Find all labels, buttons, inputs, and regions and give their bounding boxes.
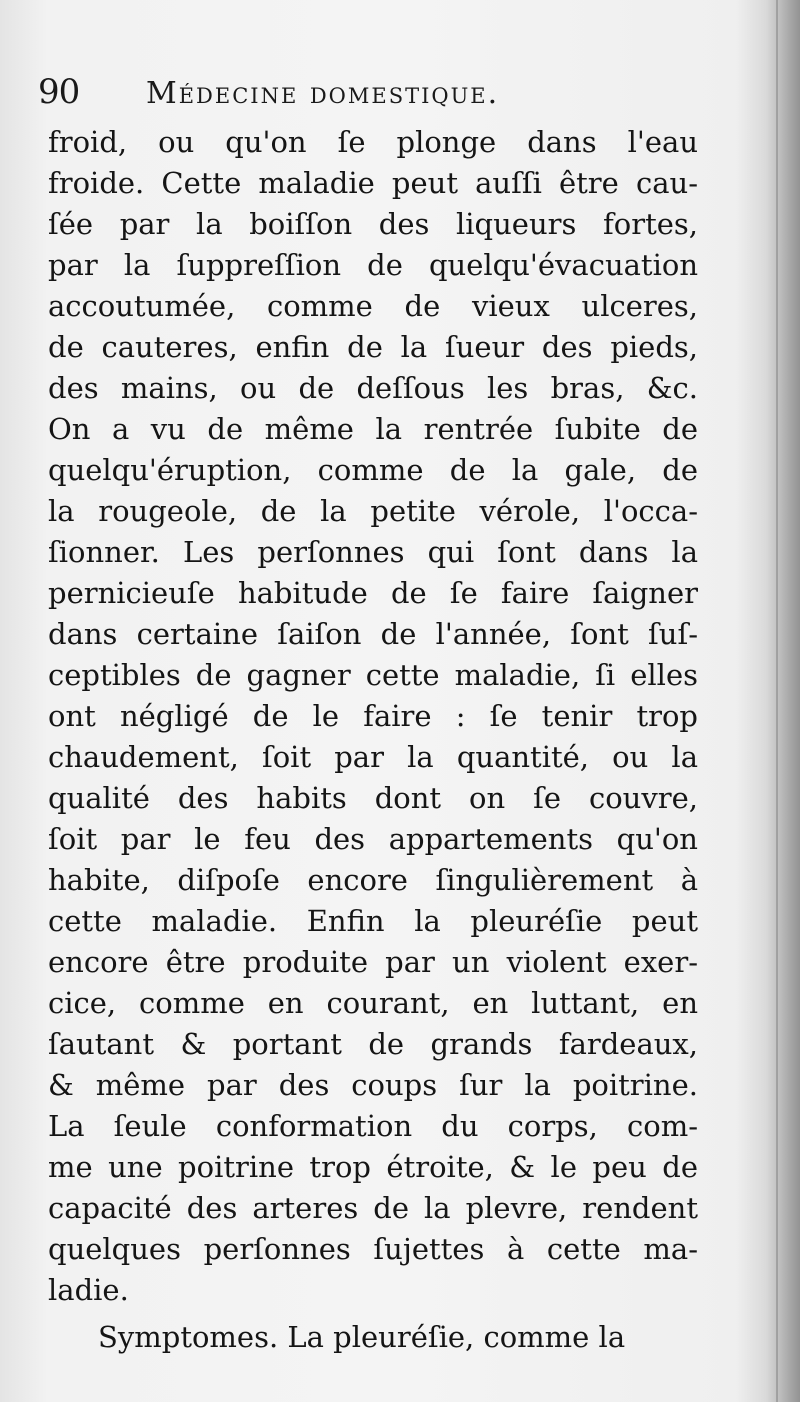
text-line: qualité des habits dont on ſe couvre, xyxy=(48,781,698,815)
page-gutter-line xyxy=(776,0,778,1402)
page-number: 90 xyxy=(38,72,80,112)
text-line: ſionner. Les perſonnes qui ſont dans la xyxy=(48,535,698,569)
text-line: me une poitrine trop étroite, & le peu de xyxy=(48,1150,698,1184)
text-line: des mains, ou de deſſous les bras, &c. xyxy=(48,371,698,405)
text-line: chaudement, ſoit par la quantité, ou la xyxy=(48,740,698,774)
text-line: froid, ou qu'on ſe plonge dans l'eau xyxy=(48,125,698,159)
text-line: froide. Cette maladie peut auſſi être cau- xyxy=(48,166,698,200)
text-line: cette maladie. Enfin la pleuréſie peut xyxy=(48,904,698,938)
text-line: ladie. xyxy=(48,1273,129,1307)
page-edge-shadow xyxy=(766,0,800,1402)
text-line: ſée par la boiſſon des liqueurs fortes, xyxy=(48,207,698,241)
text-line: ſautant & portant de grands fardeaux, xyxy=(48,1027,698,1061)
text-line: capacité des arteres de la plevre, rendent xyxy=(48,1191,698,1225)
text-line: & même par des coups ſur la poitrine. xyxy=(48,1068,698,1102)
text-line: dans certaine ſaiſon de l'année, ſont ſuſ- xyxy=(48,617,698,651)
text-line: accoutumée, comme de vieux ulceres, xyxy=(48,289,698,323)
text-line: La ſeule conformation du corps, com- xyxy=(48,1109,698,1143)
section-heading-line: Symptomes. La pleuréſie, comme la xyxy=(98,1320,626,1354)
body-text xyxy=(48,122,698,1358)
text-line: encore être produite par un violent exer- xyxy=(48,945,698,979)
text-line: quelques perſonnes ſujettes à cette ma- xyxy=(48,1232,698,1266)
text-line: ſoit par le feu des appartements qu'on xyxy=(48,822,698,856)
text-line: la rougeole, de la petite vérole, l'occa- xyxy=(48,494,698,528)
text-line: habite, diſpoſe encore ſingulièrement à xyxy=(48,863,698,897)
running-title: Médecine domestique. xyxy=(146,76,500,111)
page-header xyxy=(38,72,738,122)
text-line: par la ſuppreſſion de quelqu'évacuation xyxy=(48,248,698,282)
text-line: On a vu de même la rentrée ſubite de xyxy=(48,412,698,446)
text-line: ont négligé de le faire : ſe tenir trop xyxy=(48,699,698,733)
text-line: ceptibles de gagner cette maladie, ſi elles xyxy=(48,658,698,692)
text-line: pernicieuſe habitude de ſe faire ſaigner xyxy=(48,576,698,610)
text-line: quelqu'éruption, comme de la gale, de xyxy=(48,453,698,487)
text-line: cice, comme en courant, en luttant, en xyxy=(48,986,698,1020)
text-line: de cauteres, enfin de la ſueur des pieds, xyxy=(48,330,698,364)
